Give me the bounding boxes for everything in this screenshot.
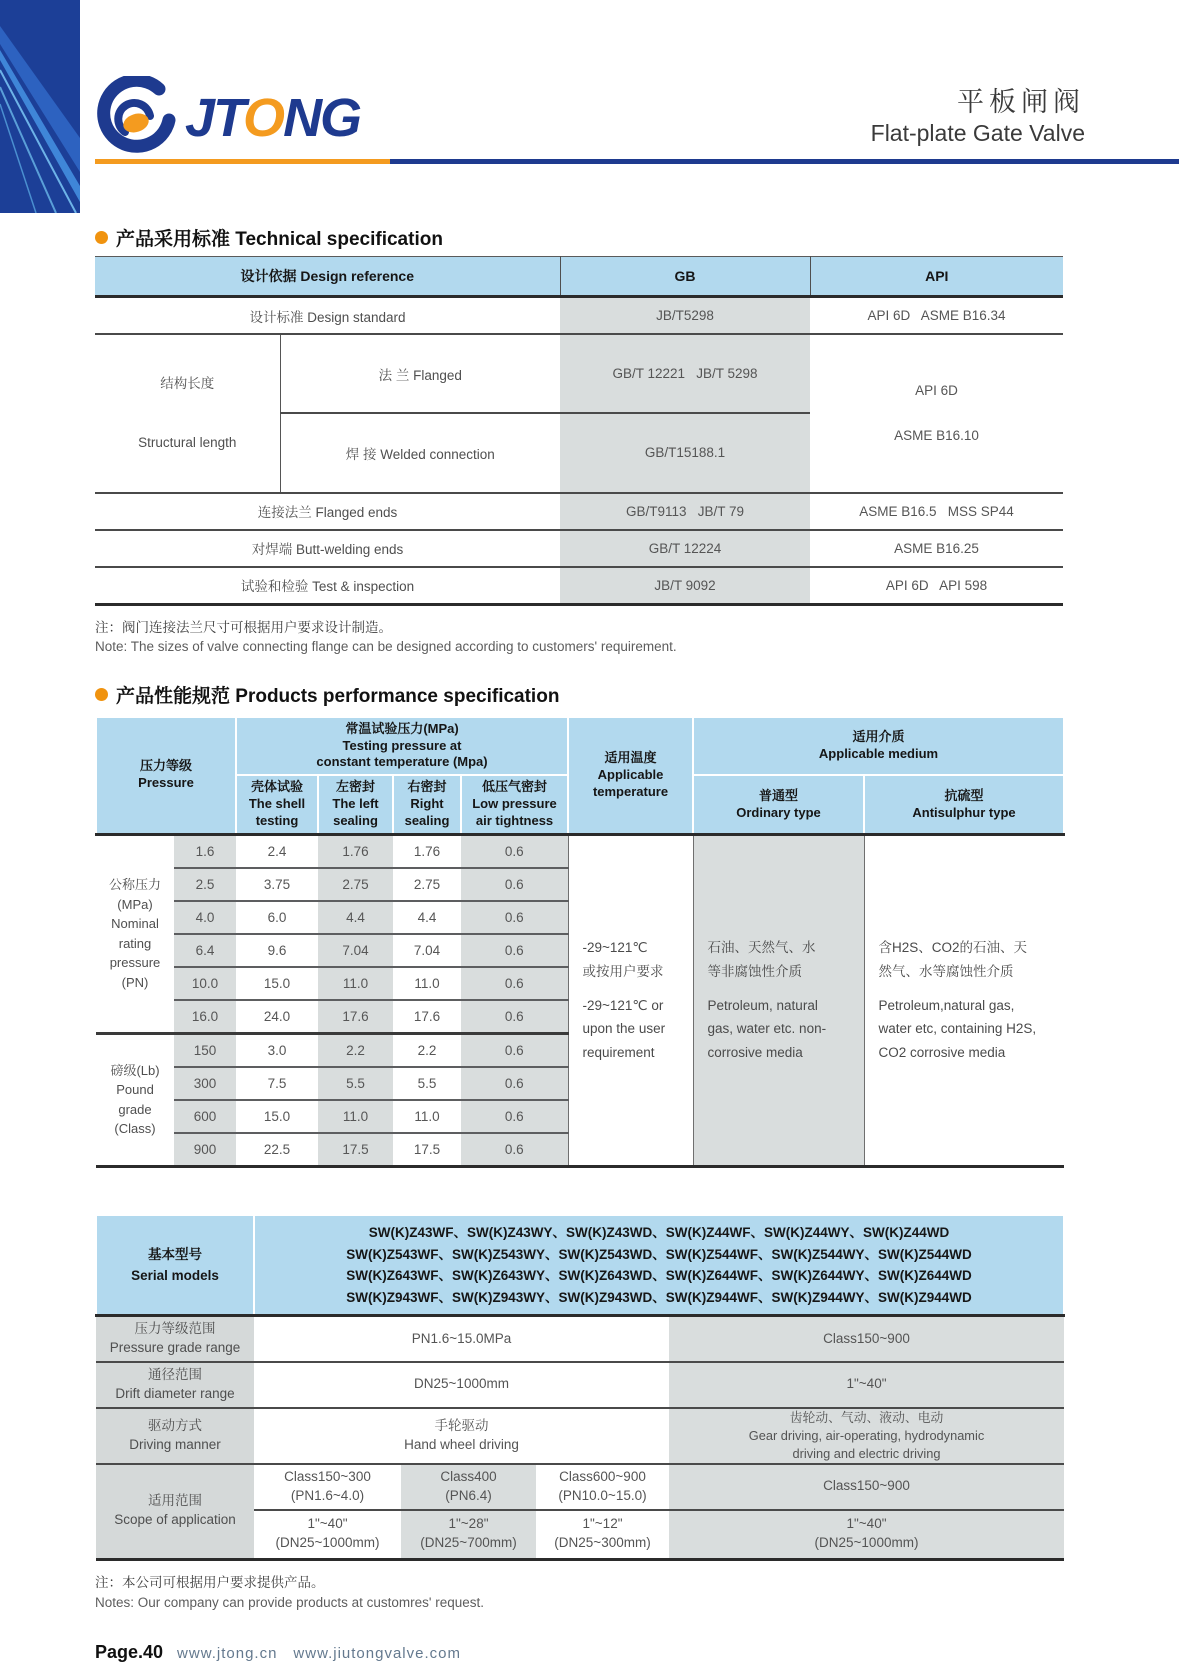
pressure-header-zh: 压力等级 — [139, 758, 192, 774]
pressure-value-cell: 600 — [174, 1100, 236, 1133]
scope-label — [96, 1464, 254, 1560]
class-label-line: grade — [118, 1101, 152, 1117]
shell-testing-cell: 24.0 — [236, 1000, 318, 1034]
scope-cell-line: (PN10.0~15.0) — [558, 1487, 647, 1503]
structural-length-label — [95, 334, 280, 493]
section-heading-text: 产品采用标准 Technical specification — [116, 229, 443, 250]
low-pressure-cell: 0.6 — [461, 901, 568, 934]
note-zh: 注：本公司可根据用户要求提供产品。 — [95, 1575, 325, 1591]
right-sealing-cell: 4.4 — [393, 901, 461, 934]
performance-spec-table — [95, 716, 1065, 1168]
left-sealing-cell: 4.4 — [318, 901, 393, 934]
models-line: SW(K)Z43WF、SW(K)Z43WY、SW(K)Z43WD、SW(K)Z44WF、SW(K)Z44WY、SW(K)Z44WD — [368, 1224, 950, 1240]
col-header-pressure — [96, 717, 236, 835]
shell-header-en1: The shell — [248, 796, 306, 812]
right-sealing-cell: 17.5 — [413, 1141, 441, 1157]
scope-cell-line: 1"~40" — [846, 1516, 887, 1532]
left-sealing-cell: 2.2 — [318, 1033, 393, 1067]
testing-header-en2: constant temperature (Mpa) — [316, 754, 488, 770]
pressure-value-cell: 2.5 — [174, 868, 236, 901]
right-header-zh: 右密封 — [407, 779, 447, 795]
pressure-value-cell: 900 — [174, 1133, 236, 1167]
scope-zh: 适用范围 — [148, 1493, 202, 1509]
left-sealing-cell: 5.5 — [318, 1067, 393, 1100]
temperature-header-zh: 适用温度 — [604, 749, 657, 765]
section-heading-technical-spec — [95, 224, 1063, 251]
antisulphur-header-zh: 抗硫型 — [944, 787, 984, 803]
left-sealing-cell: 7.04 — [318, 934, 393, 967]
temperature-line: requirement — [582, 1044, 655, 1060]
pn-label-line: pressure — [109, 955, 161, 971]
flanged-label: 法 兰 Flanged — [280, 334, 560, 413]
design-standard-gb: JB/T5298 — [560, 297, 810, 335]
temperature-line: -29~121℃ — [582, 940, 648, 956]
left-header-zh: 左密封 — [335, 779, 375, 795]
shell-testing-cell: 3.75 — [236, 868, 318, 901]
col-header-antisulphur-type — [864, 775, 1064, 834]
right-sealing-cell: 17.6 — [393, 1000, 461, 1034]
shell-testing-cell: 15.0 — [236, 967, 318, 1000]
models-line: SW(K)Z643WF、SW(K)Z643WY、SW(K)Z643WD、SW(K)Z644WF、SW(K)Z644WY、SW(K)Z644WD — [346, 1268, 972, 1284]
scope-cell-line: Class150~300 — [284, 1468, 371, 1484]
ordinary-header-zh: 普通型 — [759, 787, 799, 803]
serial-models-table — [95, 1214, 1065, 1561]
driving-manner-zh: 驱动方式 — [148, 1417, 202, 1433]
left-header-en2: sealing — [333, 813, 378, 829]
table-row — [95, 567, 1063, 605]
pn-label-line: 公称压力 — [108, 877, 161, 893]
flanged-gb: GB/T 12221 JB/T 5298 — [560, 334, 810, 413]
antisulphur-header-en: Antisulphur type — [912, 804, 1016, 820]
brand-logo — [95, 76, 1063, 160]
wordmark-jt: JT — [185, 88, 244, 148]
pn-label-line: Nominal — [111, 916, 159, 932]
scope-cell-line: Class600~900 — [559, 1468, 646, 1484]
models-line: SW(K)Z943WF、SW(K)Z943WY、SW(K)Z943WD、SW(K)Z944WF、SW(K)Z944WY、SW(K)Z944WD — [346, 1289, 972, 1305]
drift-range-label — [96, 1362, 254, 1408]
driving-manner-other — [669, 1408, 1064, 1464]
col-header-gb: GB — [560, 257, 810, 297]
welded-gb: GB/T15188.1 — [560, 413, 810, 492]
low-header-en1: Low pressure — [472, 796, 557, 812]
shell-testing-cell: 6.0 — [236, 901, 318, 934]
shell-header-zh: 壳体试验 — [250, 779, 303, 795]
handwheel-en: Hand wheel driving — [404, 1436, 519, 1452]
left-sealing-cell: 1.76 — [318, 834, 393, 868]
table-row — [95, 334, 1063, 413]
table-row — [95, 493, 1063, 530]
shell-testing-cell: 2.4 — [236, 834, 318, 868]
page-footer — [95, 1642, 1063, 1663]
structural-length-zh: 结构长度 — [160, 376, 215, 392]
ordinary-line: 石油、天然气、水 — [707, 940, 816, 956]
left-sealing-cell: 17.6 — [318, 1000, 393, 1034]
page-number: Page.40 — [95, 1642, 164, 1663]
left-sealing-cell: 17.5 — [318, 1133, 393, 1167]
pressure-range-label — [96, 1316, 254, 1362]
shell-testing-cell: 22.5 — [263, 1141, 291, 1157]
note-en: Notes: Our company can provide products at customres' request. — [95, 1594, 485, 1610]
temperature-line: upon the user — [582, 1021, 666, 1037]
scope-cell-line: (DN25~700mm) — [420, 1535, 517, 1551]
testing-header-zh: 常温试验压力(MPa) — [345, 720, 459, 736]
antisulphur-line: CO2 corrosive media — [878, 1044, 1006, 1060]
serial-models-label — [96, 1215, 254, 1316]
pressure-range-pn: PN1.6~15.0MPa — [254, 1316, 669, 1362]
drift-range-dn: DN25~1000mm — [254, 1362, 669, 1408]
pressure-value-cell: 150 — [174, 1033, 236, 1067]
handwheel-zh: 手轮驱动 — [434, 1417, 489, 1433]
brand-wordmark — [185, 76, 360, 160]
note-products-request — [95, 1573, 1063, 1612]
low-pressure-cell: 0.6 — [461, 967, 568, 1000]
temperature-line: 或按用户要求 — [582, 964, 664, 980]
left-header-en1: The left — [332, 796, 379, 812]
section-heading-text: 产品性能规范 Products performance specification — [116, 685, 560, 707]
pressure-range-class: Class150~900 — [669, 1316, 1064, 1362]
drift-range-zh: 通径范围 — [148, 1366, 202, 1382]
ordinary-line: Petroleum, natural — [707, 997, 818, 1013]
ordinary-header-en: Ordinary type — [736, 804, 821, 820]
scope-cell-line: (DN25~1000mm) — [275, 1535, 380, 1551]
butt-welding-label: 对焊端 Butt-welding ends — [95, 530, 560, 567]
low-pressure-cell: 0.6 — [461, 1000, 568, 1034]
low-header-en2: air tightness — [475, 813, 554, 829]
scope-cell-line: (DN25~300mm) — [554, 1535, 651, 1551]
scope-class-1 — [254, 1464, 401, 1510]
structural-length-en: Structural length — [138, 434, 237, 450]
col-header-low-pressure — [461, 775, 568, 834]
driving-manner-label — [96, 1408, 254, 1464]
flanged-ends-gb: GB/T9113 JB/T 79 — [560, 493, 810, 530]
testing-header-en1: Testing pressure at — [342, 737, 462, 753]
pressure-range-en: Pressure grade range — [109, 1340, 241, 1356]
temperature-cell — [568, 834, 693, 1166]
ordinary-medium-cell — [693, 834, 864, 1166]
low-pressure-cell: 0.6 — [461, 868, 568, 901]
shell-testing-cell: 7.5 — [236, 1067, 318, 1100]
page-title-en: Flat-plate Gate Valve — [870, 120, 1085, 146]
left-sealing-cell: 11.0 — [318, 1100, 393, 1133]
shell-testing-cell: 3.0 — [236, 1033, 318, 1067]
scope-size-right — [669, 1510, 1064, 1560]
jtong-emblem-icon — [95, 76, 179, 160]
pn-label-line: (PN) — [121, 974, 149, 990]
table-header-row — [96, 1215, 1064, 1316]
scope-class-3 — [536, 1464, 669, 1510]
col-header-api: API — [810, 257, 1063, 297]
col-header-ordinary-type — [693, 775, 864, 834]
driving-other-zh: 齿轮动、气动、液动、电动 — [789, 1409, 944, 1425]
driving-other-en1: Gear driving, air-operating, hydrodynamic — [748, 1427, 985, 1443]
serial-models-list — [254, 1215, 1064, 1316]
pn-label-line: rating — [118, 935, 152, 951]
pressure-value-cell: 1.6 — [174, 834, 236, 868]
right-header-en2: sealing — [404, 813, 450, 829]
scope-cell-line: 1"~28" — [448, 1516, 489, 1532]
right-header-en1: Right — [410, 796, 444, 812]
pressure-range-row — [96, 1316, 1064, 1362]
medium-header-en: Applicable medium — [818, 745, 939, 761]
pressure-value-cell: 4.0 — [174, 901, 236, 934]
pressure-range-zh: 压力等级范围 — [134, 1321, 216, 1337]
test-inspection-gb: JB/T 9092 — [560, 567, 810, 605]
scope-en: Scope of application — [114, 1512, 236, 1528]
low-pressure-cell: 0.6 — [461, 1100, 568, 1133]
welded-label: 焊 接 Welded connection — [280, 413, 560, 492]
scope-cell-line: Class400 — [440, 1468, 497, 1484]
butt-welding-gb: GB/T 12224 — [560, 530, 810, 567]
technical-spec-table — [95, 256, 1063, 606]
structural-api — [810, 334, 1063, 493]
scope-cell-line: (PN1.6~4.0) — [290, 1487, 365, 1503]
antisulphur-medium-cell — [864, 834, 1064, 1166]
scope-size-2 — [401, 1510, 536, 1560]
scope-size-1 — [254, 1510, 401, 1560]
scope-cell-line: (DN25~1000mm) — [814, 1535, 919, 1551]
driving-manner-en: Driving manner — [129, 1436, 221, 1452]
antisulphur-en-block — [879, 994, 1055, 1065]
serial-label-zh: 基本型号 — [148, 1246, 202, 1262]
right-sealing-cell: 5.5 — [393, 1067, 461, 1100]
pn-group-label — [96, 834, 174, 1033]
flanged-ends-api: ASME B16.5 MSS SP44 — [810, 493, 1063, 530]
scope-cell-line: 1"~12" — [582, 1516, 623, 1532]
group-header-applicable-medium — [693, 717, 1064, 776]
flanged-ends-label: 连接法兰 Flanged ends — [95, 493, 560, 530]
design-standard-api: API 6D ASME B16.34 — [810, 297, 1063, 335]
corner-decoration — [0, 0, 80, 213]
note-en: Note: The sizes of valve connecting flange can be designed according to customers' requirement. — [95, 639, 677, 655]
website-jiutongvalve: www.jiutongvalve.com — [293, 1645, 461, 1663]
website-jtong: www.jtong.cn — [177, 1645, 278, 1663]
wordmark-o: O — [243, 88, 284, 148]
low-pressure-cell: 0.6 — [461, 834, 568, 868]
ordinary-zh-block — [708, 936, 854, 983]
temperature-line: -29~121℃ or — [582, 997, 664, 1013]
temperature-en-block — [583, 994, 683, 1065]
driving-other-en2: driving and electric driving — [792, 1445, 941, 1461]
design-standard-label: 设计标准 Design standard — [95, 297, 560, 335]
class-label-line: 磅级(Lb) — [110, 1062, 160, 1078]
ordinary-en-block — [708, 994, 854, 1065]
bullet-icon — [95, 231, 108, 244]
antisulphur-line: 含H2S、CO2的石油、天 — [878, 940, 1028, 956]
scope-cell-line: 1"~40" — [307, 1516, 348, 1532]
right-sealing-cell: 1.76 — [393, 834, 461, 868]
drift-range-row — [96, 1362, 1064, 1408]
drift-range-en: Drift diameter range — [115, 1385, 235, 1401]
ordinary-line: 等非腐蚀性介质 — [707, 964, 803, 980]
right-sealing-cell: 11.0 — [393, 967, 461, 1000]
temperature-header-en1: Applicable — [597, 766, 664, 782]
antisulphur-line: Petroleum,natural gas, — [878, 997, 1015, 1013]
note-flange-sizes — [95, 618, 1063, 657]
pn-row — [96, 834, 1064, 868]
class-label-line: Pound — [116, 1082, 154, 1098]
left-sealing-cell: 2.75 — [318, 868, 393, 901]
right-sealing-cell: 2.75 — [393, 868, 461, 901]
scope-cell-line: (PN6.4) — [445, 1487, 492, 1503]
serial-label-en: Serial models — [131, 1268, 219, 1284]
antisulphur-zh-block — [879, 936, 1055, 983]
temperature-header-en2: temperature — [592, 783, 669, 799]
drift-range-inches: 1"~40" — [669, 1362, 1064, 1408]
scope-size-3 — [536, 1510, 669, 1560]
table-row — [95, 530, 1063, 567]
test-inspection-label: 试验和检验 Test & inspection — [240, 579, 415, 594]
test-inspection-api: API 6D API 598 — [885, 577, 988, 593]
driving-manner-handwheel — [254, 1408, 669, 1464]
scope-class-row — [96, 1464, 1064, 1510]
note-zh: 注：阀门连接法兰尺寸可根据用户要求设计制造。 — [95, 619, 392, 635]
medium-header-zh: 适用介质 — [852, 729, 905, 745]
section-heading-performance-spec — [95, 681, 1063, 708]
right-sealing-cell: 7.04 — [393, 934, 461, 967]
antisulphur-line: water etc, containing H2S, — [878, 1021, 1037, 1037]
pressure-value-cell: 10.0 — [174, 967, 236, 1000]
shell-testing-cell: 15.0 — [236, 1100, 318, 1133]
right-sealing-cell: 2.2 — [393, 1033, 461, 1067]
right-sealing-cell: 11.0 — [393, 1100, 461, 1133]
col-header-temperature — [568, 717, 693, 835]
shell-header-en2: testing — [255, 813, 299, 829]
pressure-value-cell: 6.4 — [174, 934, 236, 967]
col-header-right-sealing — [393, 775, 461, 834]
structural-api-line2: ASME B16.10 — [894, 428, 979, 444]
pressure-value-cell: 300 — [174, 1067, 236, 1100]
footer-websites — [177, 1645, 477, 1662]
ordinary-line: gas, water etc. non- — [707, 1021, 827, 1037]
group-header-testing-pressure — [236, 717, 568, 776]
temperature-zh-block — [583, 936, 683, 983]
pn-label-line: (MPa) — [117, 896, 153, 912]
low-header-zh: 低压气密封 — [482, 779, 548, 795]
antisulphur-line: 然气、水等腐蚀性介质 — [878, 964, 1014, 980]
left-sealing-cell: 11.0 — [318, 967, 393, 1000]
scope-class-right: Class150~900 — [669, 1464, 1064, 1510]
col-header-left-sealing — [318, 775, 393, 834]
low-pressure-cell: 0.6 — [461, 1033, 568, 1067]
structural-api-line1: API 6D — [915, 383, 958, 399]
driving-manner-row — [96, 1408, 1064, 1464]
pressure-value-cell: 16.0 — [174, 1000, 236, 1034]
low-pressure-cell: 0.6 — [461, 934, 568, 967]
col-header-shell-testing — [236, 775, 318, 834]
wordmark-ng: NG — [283, 88, 361, 148]
table-row — [95, 297, 1063, 335]
table-header-row — [95, 257, 1063, 297]
low-pressure-cell: 0.6 — [461, 1067, 568, 1100]
page-title-zh: 平板闸阀 — [957, 87, 1085, 117]
class-label-line: (Class) — [114, 1121, 156, 1137]
low-pressure-cell: 0.6 — [461, 1133, 568, 1167]
shell-testing-cell: 9.6 — [236, 934, 318, 967]
table-header-row — [96, 717, 1064, 776]
models-line: SW(K)Z543WF、SW(K)Z543WY、SW(K)Z543WD、SW(K)Z544WF、SW(K)Z544WY、SW(K)Z544WD — [346, 1246, 972, 1262]
pressure-header-en: Pressure — [138, 775, 194, 791]
scope-class-2 — [401, 1464, 536, 1510]
bullet-icon — [95, 688, 108, 701]
corner-stripes-graphic — [0, 0, 80, 213]
col-header-design-reference: 设计依据 Design reference — [95, 257, 560, 297]
ordinary-line: corrosive media — [707, 1044, 803, 1060]
butt-welding-api: ASME B16.25 — [810, 530, 1063, 567]
class-group-label — [96, 1033, 174, 1166]
